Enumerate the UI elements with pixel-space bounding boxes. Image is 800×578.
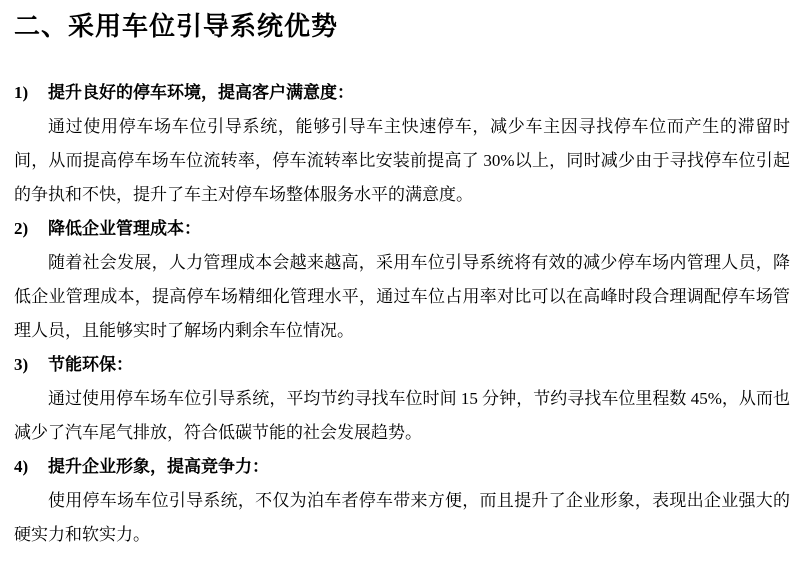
section-heading [14, 212, 790, 246]
section-heading [14, 450, 790, 484]
section-heading-text: 降低企业管理成本： [48, 219, 201, 238]
section-parking-environment [14, 76, 790, 212]
section-body: 通过使用停车场车位引导系统，能够引导车主快速停车，减少车主因寻找停车位而产生的滞留时间，从而提高停车场车位流转率，停车流转率比安装前提高了 30%以上，同时减少由于寻找停车位引起的争执和不快，提升了车主对停车场整体服务水平的满意度。 [14, 117, 790, 204]
section-heading [14, 76, 790, 110]
section-body: 使用停车场车位引导系统，不仅为泊车者停车带来方便，而且提升了企业形象，表现出企业强大的硬实力和软实力。 [14, 491, 790, 544]
page-title: 二、采用车位引导系统优势 [14, 12, 339, 41]
section-heading [14, 348, 790, 382]
section-corporate-image [14, 450, 790, 552]
section-heading-text: 提升企业形象，提高竞争力： [48, 457, 269, 476]
section-heading-text: 节能环保： [48, 355, 133, 374]
section-number: 3) [14, 355, 29, 374]
section-heading-text: 提升良好的停车环境，提高客户满意度： [48, 83, 354, 102]
section-body: 随着社会发展，人力管理成本会越来越高，采用车位引导系统将有效的减少停车场内管理人员，降低企业管理成本，提高停车场精细化管理水平，通过车位占用率对比可以在高峰时段合理调配停车场管理人员，且能够实时了解场内剩余车位情况。 [14, 253, 790, 340]
section-number: 4) [14, 457, 29, 476]
section-body: 通过使用停车场车位引导系统，平均节约寻找车位时间 15 分钟，节约寻找车位里程数 45%，从而也减少了汽车尾气排放，符合低碳节能的社会发展趋势。 [14, 389, 790, 442]
section-number: 2) [14, 219, 29, 238]
section-management-cost [14, 212, 790, 348]
section-energy-saving [14, 348, 790, 450]
section-number: 1) [14, 83, 29, 102]
